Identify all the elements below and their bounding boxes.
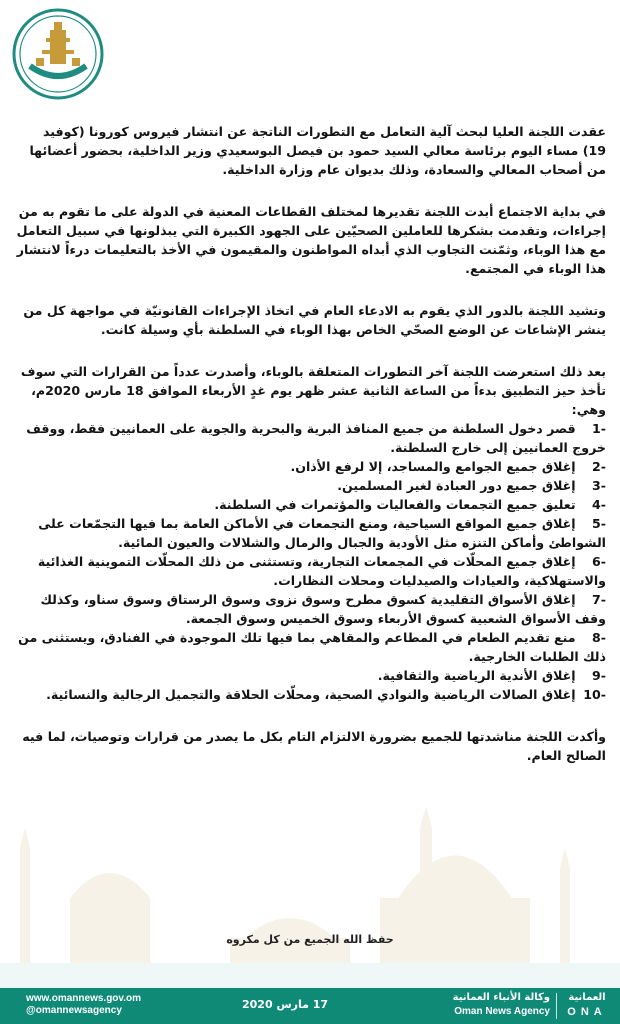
- ona-mark-ar: العمانية: [568, 992, 606, 1003]
- list-item: -7 إغلاق الأسواق التقليدية كسوق مطرح وسوق نزوى وسوق الرستاق وسوق سناو، وكذلك وقف الأسواق الشعبية كسوق الأربعاء وسوق الخميس وسوق الجمعة.: [40, 592, 606, 626]
- list-item: -10 إغلاق الصالات الرياضية والنوادي الصحية، ومحلّات الحلاقة والتجميل الرجالية والنسائية.: [46, 687, 606, 702]
- agency-name: [442, 991, 550, 1019]
- agency-name-en: Oman News Agency: [454, 1006, 550, 1017]
- mosque-watermark-icon: [0, 788, 620, 988]
- paragraph-conclusion: وأكدت اللجنة مناشدتها للجميع بضرورة الالتزام التام بكل ما يصدر من قرارات وتوصيات، لما فيه الصالح العام.: [22, 729, 606, 763]
- paragraph-appreciation: في بداية الاجتماع أبدت اللجنة تقديرها لمختلف القطاعات المعنية في الدولة على ما تقوم به من إجراءات، وتقدمت بشكرها للعاملين الصحيّين على الجهود الكبيرة التي يبذلونها في سبيل التعامل مع هذا الوباء، وثمّنت التجاوب الذي أبداه المواطنون والمقيمون في الأخذ بالتعليمات درءاً لانتشار هذا الوباء في المجتمع.: [16, 204, 606, 276]
- paragraph-public-prosecution: وتشيد اللجنة بالدور الذي يقوم به الادعاء العام في اتخاذ الإجراءات القانونيّة في مواجهة كل من ينشر الإشاعات عن الوضع الصحّي الخاص بهذا الوباء في السلطنة بأي وسيلة كانت.: [23, 303, 606, 337]
- list-item: -1 قصر دخول السلطنة من جميع المنافذ البرية والبحرية والجوية على العمانيين فقط، ووقف خروج العمانيين إلى خارج السلطنة.: [26, 421, 606, 455]
- list-item: -9 إغلاق الأندية الرياضية والثقافية.: [377, 668, 606, 683]
- ona-mark: [560, 991, 614, 1019]
- social-handle[interactable]: @omannewsagency: [26, 1005, 122, 1016]
- website-link[interactable]: www.omannews.gov.om: [26, 993, 142, 1004]
- list-item: -5 إغلاق جميع المواقع السياحية، ومنع التجمعات في الأماكن العامة بما فيها التجمّعات على الشواطئ وأماكن التنزه مثل الأودية والجبال والرمال والشلالات والعيون المائية.: [38, 516, 606, 550]
- decisions-list: [16, 419, 606, 704]
- oman-news-agency-logo: [12, 8, 104, 100]
- agency-name-ar: وكالة الأنباء العمانية: [452, 992, 550, 1003]
- paragraph-intro: عقدت اللجنة العليا لبحث آلية التعامل مع التطورات الناتجة عن انتشار فيروس كورونا (كوفيد 19) مساء اليوم برئاسة معالي السيد حمود بن فيصل البوسعيدي وزير الداخلية، بحضور أعضائها من أصحاب المعالي والسعادة، وذلك بديوان عام وزارة الداخلية.: [29, 124, 606, 177]
- footer-bar: [0, 988, 620, 1024]
- list-item: -6 إغلاق جميع المحلّات في المجمعات التجارية، وتستثنى من ذلك المحلّات التموينية الغذائية والاستهلاكية، والعيادات والصيدليات ومحلات النظارات.: [37, 554, 606, 588]
- list-item: -4 تعليق جميع التجمعات والفعاليات والمؤتمرات في السلطنة.: [214, 497, 606, 512]
- list-item: -3 إغلاق جميع دور العبادة لغير المسلمين.: [337, 478, 606, 493]
- ona-letters: ONA: [567, 1006, 607, 1018]
- article-body: [16, 122, 606, 788]
- footer-divider: [556, 993, 557, 1019]
- list-item: -2 إغلاق جميع الجوامع والمساجد، إلا لرفع الأذان.: [290, 459, 606, 474]
- closing-line: حفظ الله الجميع من كل مكروه: [226, 933, 394, 946]
- release-date: 17 مارس 2020: [242, 998, 329, 1011]
- paragraph-decisions-intro: بعد ذلك استعرضت اللجنة آخر التطورات المتعلقة بالوباء، وأصدرت عدداً من القرارات التي سوف تأخذ حيز التطبيق بدءاً من الساعة الثانية عشر ظهر يوم غدٍ الأربعاء الموافق 18 مارس 2020م، وهي:: [20, 364, 606, 417]
- list-item: -8 منع تقديم الطعام في المطاعم والمقاهي بما فيها تلك الموجودة في الفنادق، ويستثنى من ذلك الطلبات الخارجية.: [18, 630, 606, 664]
- footer-web: [26, 993, 141, 1017]
